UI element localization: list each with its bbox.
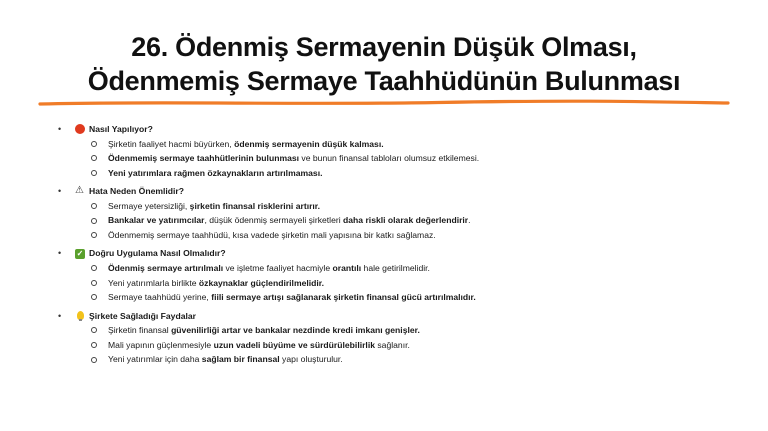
text-run: Mali yapının güçlenmesiyle xyxy=(108,339,214,350)
sub-bullet-list xyxy=(58,199,738,243)
slide-title xyxy=(0,30,768,98)
list-item xyxy=(58,213,738,228)
list-item xyxy=(58,290,738,305)
title-underline xyxy=(38,98,730,108)
bold-text: Bankalar ve yatırımcılar xyxy=(108,215,205,226)
list-item-text xyxy=(108,323,420,338)
list-item-text xyxy=(108,199,320,214)
list-item xyxy=(58,352,738,367)
text-run: Şirketin finansal xyxy=(108,325,172,336)
section xyxy=(58,246,738,304)
section-title: Doğru Uygulama Nasıl Olmalıdır? xyxy=(89,248,226,259)
section-heading xyxy=(58,184,738,199)
section xyxy=(58,184,738,242)
text-run: Ödenmemiş sermaye taahhüdü, kısa vadede şirketin mali yapısına bir katkı sağlamaz. xyxy=(108,229,436,240)
bullet-dot: • xyxy=(58,186,62,197)
list-item-text xyxy=(108,352,343,367)
bold-text: özkaynaklar güçlendirilmelidir. xyxy=(198,277,325,288)
section-title: Şirkete Sağladığı Faydalar xyxy=(89,310,196,321)
bullet-dot: • xyxy=(58,310,62,321)
list-item xyxy=(58,151,738,166)
bold-text: Ödenmiş sermaye artırılmalı xyxy=(108,262,224,273)
text-run: ve işletme faaliyet hacmiyle xyxy=(223,262,333,273)
text-run: . xyxy=(468,215,471,226)
hollow-bullet-icon xyxy=(91,218,97,224)
text-run: Yeni yatırımlarla birlikte xyxy=(108,277,199,288)
list-item xyxy=(58,276,738,291)
bold-text: Yeni yatırımlara rağmen özkaynakların artırılmaması. xyxy=(108,167,323,178)
list-item xyxy=(58,228,738,243)
red-circle-icon xyxy=(75,124,85,134)
list-item-text xyxy=(108,290,476,305)
section-icon xyxy=(75,124,89,134)
bold-text: ödenmiş sermayenin düşük kalması. xyxy=(234,138,384,149)
bold-text: güvenilirliği artar ve bankalar nezdinde kredi imkanı genişler. xyxy=(171,325,420,336)
text-run: yapı oluşturulur. xyxy=(279,354,343,365)
hollow-bullet-icon xyxy=(91,141,97,147)
sub-bullet-list xyxy=(58,261,738,305)
section xyxy=(58,309,738,367)
hollow-bullet-icon xyxy=(91,357,97,363)
hollow-bullet-icon xyxy=(91,203,97,209)
list-item-text xyxy=(108,151,479,166)
list-item xyxy=(58,166,738,181)
text-run: ve bunun finansal tabloları olumsuz etkilemesi. xyxy=(299,153,480,164)
hollow-bullet-icon xyxy=(91,327,97,333)
section-icon xyxy=(75,311,89,320)
list-item xyxy=(58,137,738,152)
text-run: Yeni yatırımlar için daha xyxy=(108,354,202,365)
list-item-text xyxy=(108,137,384,152)
section-heading xyxy=(58,246,738,261)
list-item-text xyxy=(108,166,322,181)
list-item xyxy=(58,338,738,353)
list-item xyxy=(58,261,738,276)
list-item-text xyxy=(108,228,436,243)
slide-title-line-1: 26. Ödenmiş Sermayenin Düşük Olması, xyxy=(131,32,637,62)
list-item-text xyxy=(108,261,430,276)
hollow-bullet-icon xyxy=(91,232,97,238)
slide-title-line-2: Ödenmemiş Sermaye Taahhüdünün Bulunması xyxy=(87,66,681,96)
text-run: Sermaye taahhüdü yerine, xyxy=(108,292,212,303)
list-item xyxy=(58,199,738,214)
list-item-text xyxy=(108,338,410,353)
bold-text: daha riskli olarak değerlendirir xyxy=(343,215,469,226)
text-run: sağlanır. xyxy=(375,339,410,350)
bold-text: şirketin finansal risklerini artırır. xyxy=(189,200,321,211)
hollow-bullet-icon xyxy=(91,155,97,161)
list-item-text xyxy=(108,276,324,291)
hollow-bullet-icon xyxy=(91,170,97,176)
bold-text: sağlam bir finansal xyxy=(201,354,280,365)
list-item xyxy=(58,323,738,338)
section-icon xyxy=(75,249,89,259)
hollow-bullet-icon xyxy=(91,265,97,271)
bullet-dot: • xyxy=(58,124,62,134)
bold-text: orantılı xyxy=(332,262,362,273)
warning-icon: ⚠ xyxy=(75,185,84,197)
slide-content xyxy=(58,122,738,371)
bold-text: uzun vadeli büyüme ve sürdürülebilirlik xyxy=(213,339,375,350)
check-icon: ✓ xyxy=(76,248,84,258)
list-item-text xyxy=(108,213,471,228)
section xyxy=(58,122,738,180)
text-run: Şirketin faaliyet hacmi büyürken, xyxy=(108,138,235,149)
bullet-dot: • xyxy=(58,248,62,259)
bold-text: Ödenmemiş sermaye taahhütlerinin bulunması xyxy=(108,153,300,164)
section-heading xyxy=(58,122,738,137)
section-heading xyxy=(58,309,738,324)
text-run: hale getirilmelidir. xyxy=(361,262,430,273)
text-run: Sermaye yetersizliği, xyxy=(108,200,190,211)
section-title: Nasıl Yapılıyor? xyxy=(89,124,153,134)
sub-bullet-list xyxy=(58,323,738,367)
sub-bullet-list xyxy=(58,137,738,181)
bold-text: fiili sermaye artışı sağlanarak şirketin finansal gücü artırılmalıdır. xyxy=(211,292,476,303)
hollow-bullet-icon xyxy=(91,294,97,300)
lightbulb-icon xyxy=(77,311,84,320)
hollow-bullet-icon xyxy=(91,280,97,286)
hollow-bullet-icon xyxy=(91,342,97,348)
text-run: , düşük ödenmiş sermayeli şirketleri xyxy=(204,215,344,226)
section-icon xyxy=(75,186,89,196)
section-title: Hata Neden Önemlidir? xyxy=(89,186,185,197)
